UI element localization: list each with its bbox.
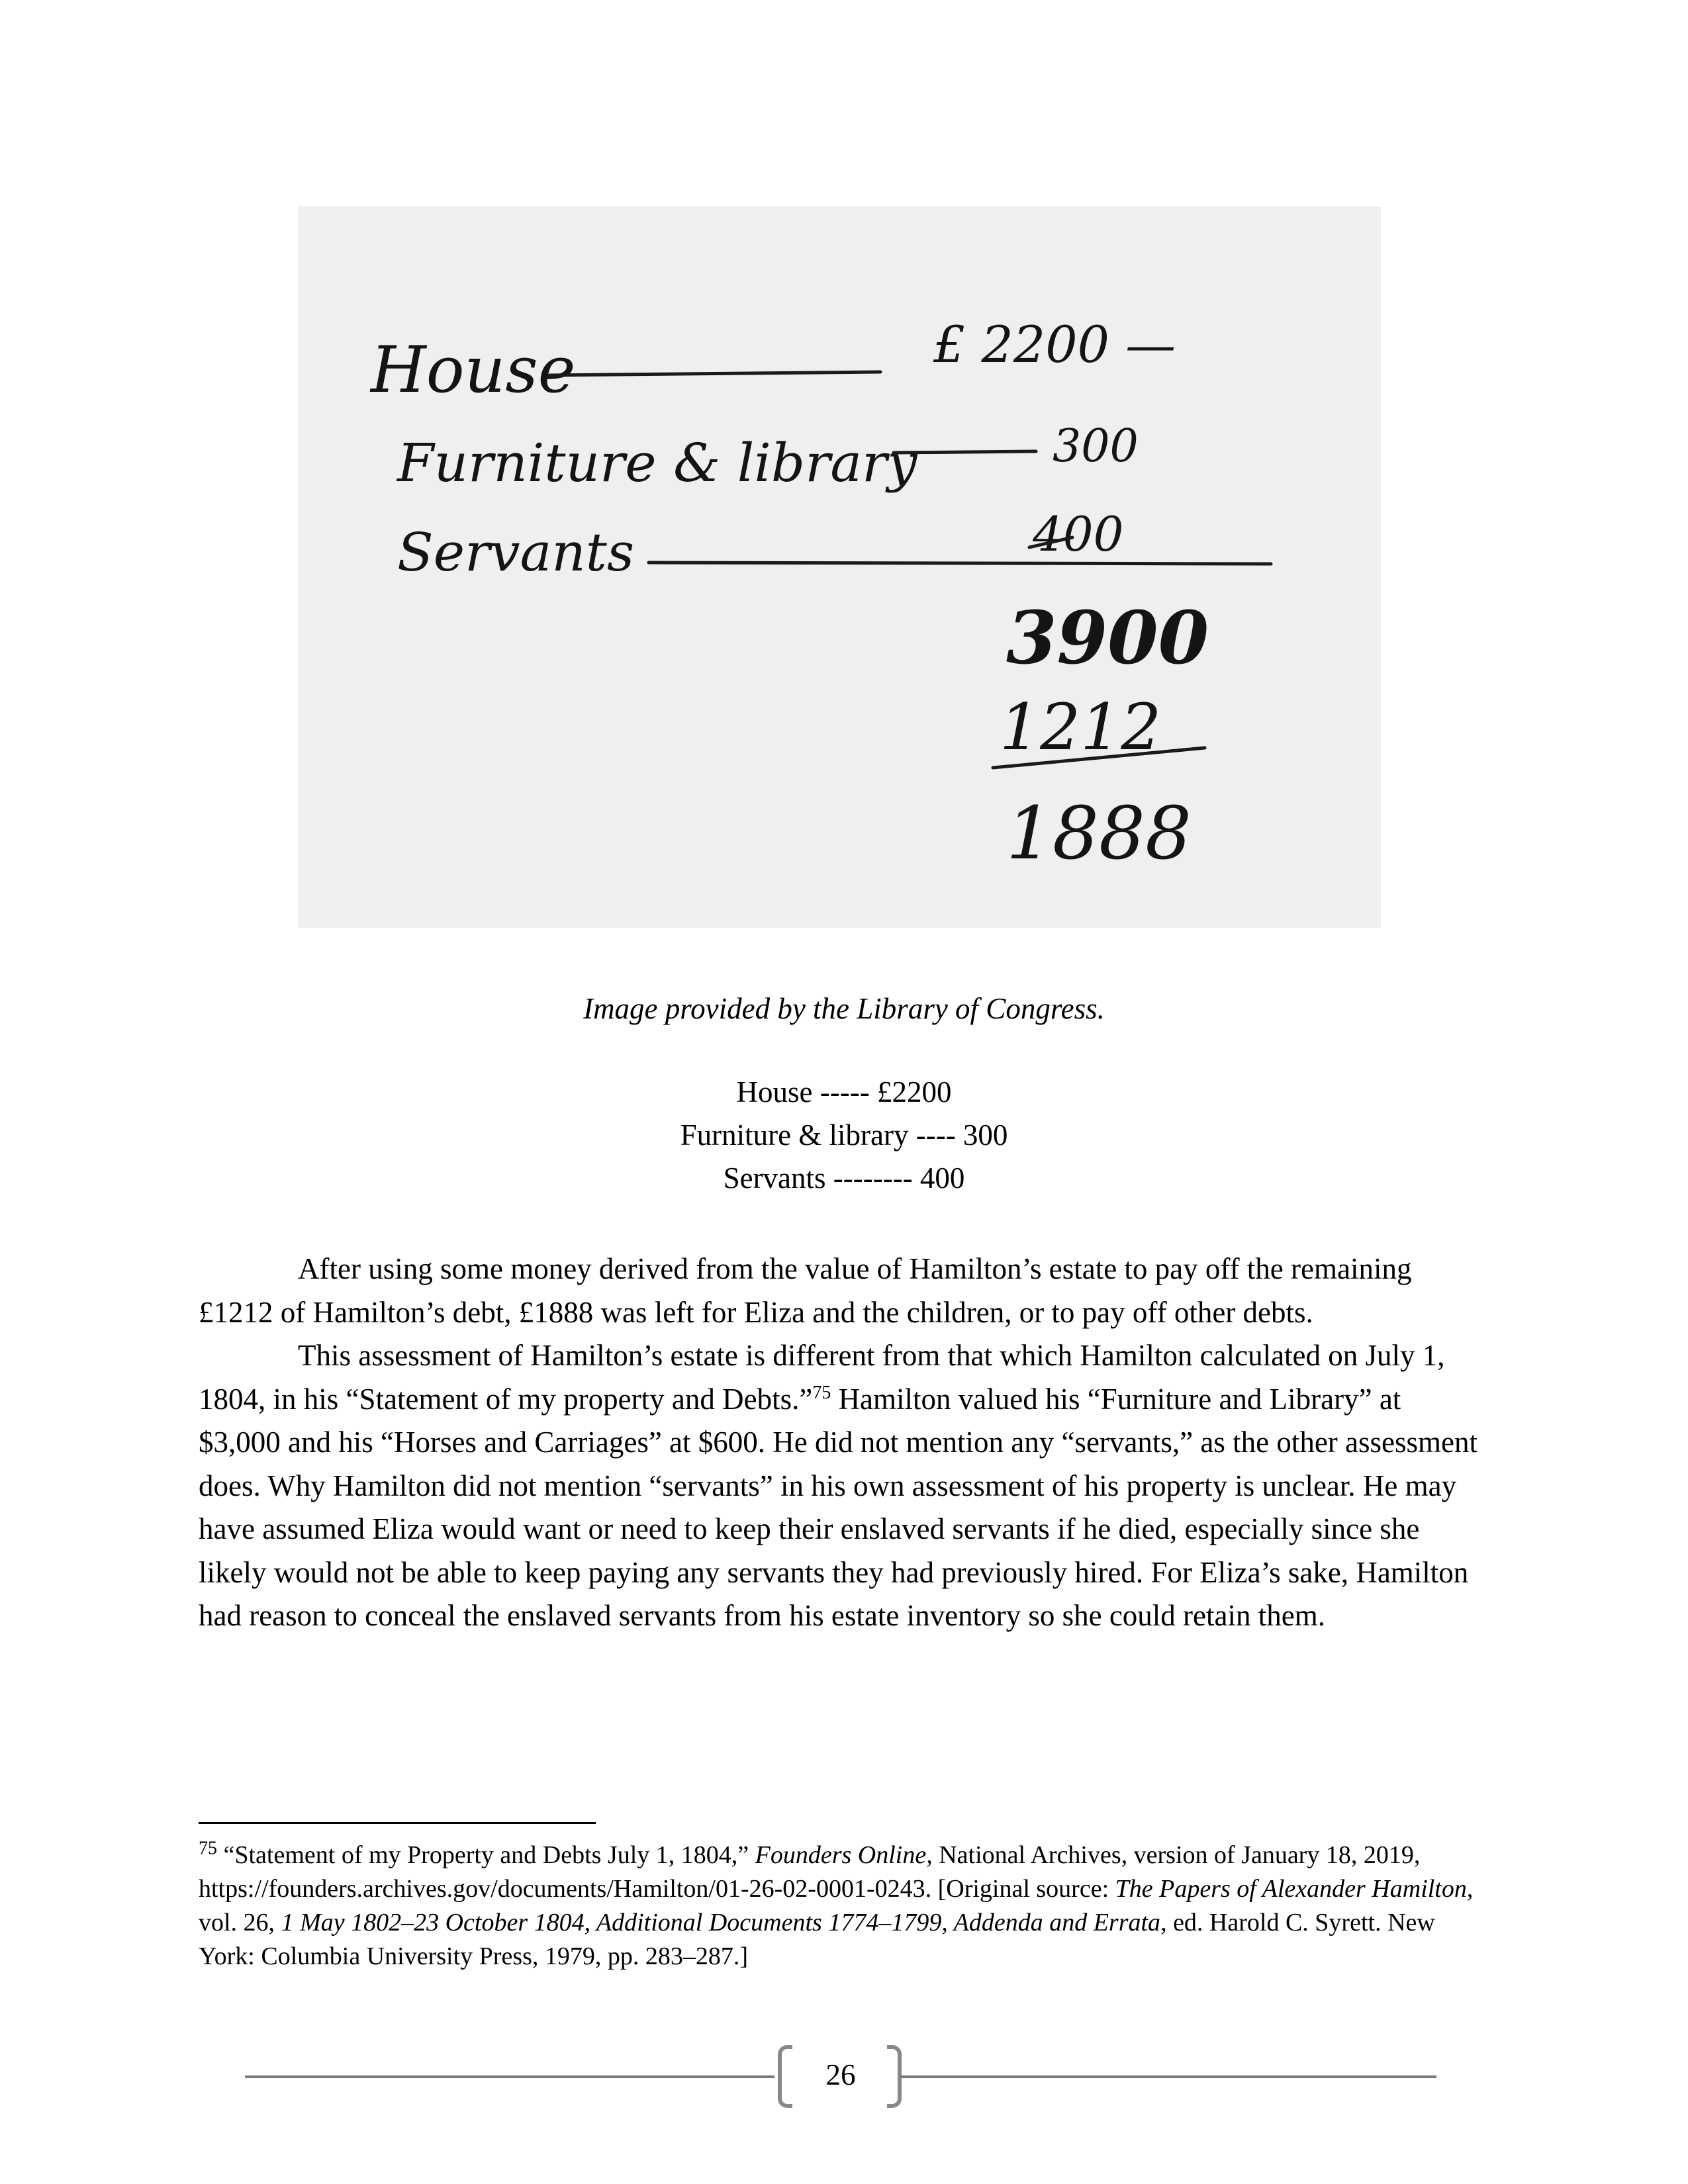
transcription-line-furniture: Furniture & library ---- 300	[680, 1118, 1008, 1152]
handwritten-manuscript-image	[298, 206, 1381, 928]
footnote-number: 75	[199, 1838, 217, 1859]
footnote-text-3: , vol. 26,	[199, 1875, 1474, 1936]
manuscript-furniture-value: 300	[1053, 420, 1139, 473]
footnote-text-4: , ed. Harold C. Syrett. New York: Columbia University Press, 1979, pp. 283–287.]	[199, 1909, 1435, 1970]
manuscript-line-furniture	[894, 451, 1036, 453]
image-caption: Image provided by the Library of Congress.	[583, 992, 1105, 1025]
footnote-reference[interactable]: 75	[812, 1382, 831, 1403]
manuscript-line-house	[549, 372, 880, 375]
manuscript-house-label: House	[371, 333, 576, 407]
transcription-block	[0, 1071, 1688, 1200]
footnote-book-title: The Papers of Alexander Hamilton	[1115, 1875, 1467, 1903]
manuscript-servants-label: Servants	[397, 522, 635, 583]
footnote-volume-title: 1 May 1802–23 October 1804, Additional Documents 1774–1799, Addenda and Errata	[281, 1909, 1161, 1936]
footnote	[199, 1839, 1489, 1974]
page-number: 26	[825, 2058, 856, 2091]
footer-rule-right	[900, 2075, 1436, 2078]
manuscript-furniture-label: Furniture & library	[397, 432, 917, 494]
body-text	[199, 1248, 1489, 1638]
manuscript-line-servants	[649, 563, 1271, 564]
manuscript-servants-value: 400	[1033, 506, 1124, 562]
footnote-text-2: National Archives, version of January 18, 2019, https://founders.archives.gov/documents/Hamilton/01-26-02-0001-0243. [Original source:	[199, 1841, 1421, 1903]
manuscript-debt: 1212	[1000, 690, 1162, 764]
paragraph-2	[199, 1334, 1489, 1638]
page-number-bracket-right	[887, 2045, 902, 2108]
transcription-line-servants: Servants -------- 400	[723, 1161, 965, 1195]
manuscript-subtotal: 3900	[1006, 595, 1209, 680]
footnote-source-title: Founders Online,	[755, 1841, 933, 1869]
paragraph-2-rest: Hamilton valued his “Furniture and Library” at $3,000 and his “Horses and Carriages” at $600. He did not mention any “servants,” as the other assessment does. Why Hamilton did not mention “servants” in his own assessment of his property is unclear. He may have assumed Eliza would want or need to keep their enslaved servants if he died, especially since she likely would not be able to keep paying any servants they had previously hired. For Eliza’s sake, Hamilton had reason to conceal the enslaved servants from his estate inventory so she could retain them.	[199, 1382, 1478, 1632]
footer-rule-left	[245, 2075, 774, 2078]
footnote-text-1: “Statement of my Property and Debts July 1, 1804,”	[217, 1841, 755, 1869]
page-number-bracket-left	[778, 2045, 792, 2108]
paragraph-2-lead: This assessment of Hamilton’s estate is different from that which Hamilton calculated on July 1, 1804, in his “Statement of my property and Debts.”	[199, 1339, 1445, 1416]
paragraph-1: After using some money derived from the value of Hamilton’s estate to pay off the remaining £1212 of Hamilton’s debt, £1888 was left for Eliza and the children, or to pay off other debts.	[199, 1252, 1412, 1329]
manuscript-remainder: 1888	[1006, 791, 1192, 876]
manuscript-house-value: £ 2200 —	[933, 315, 1176, 374]
transcription-line-house: House ----- £2200	[736, 1075, 952, 1109]
footnote-divider	[199, 1822, 596, 1824]
